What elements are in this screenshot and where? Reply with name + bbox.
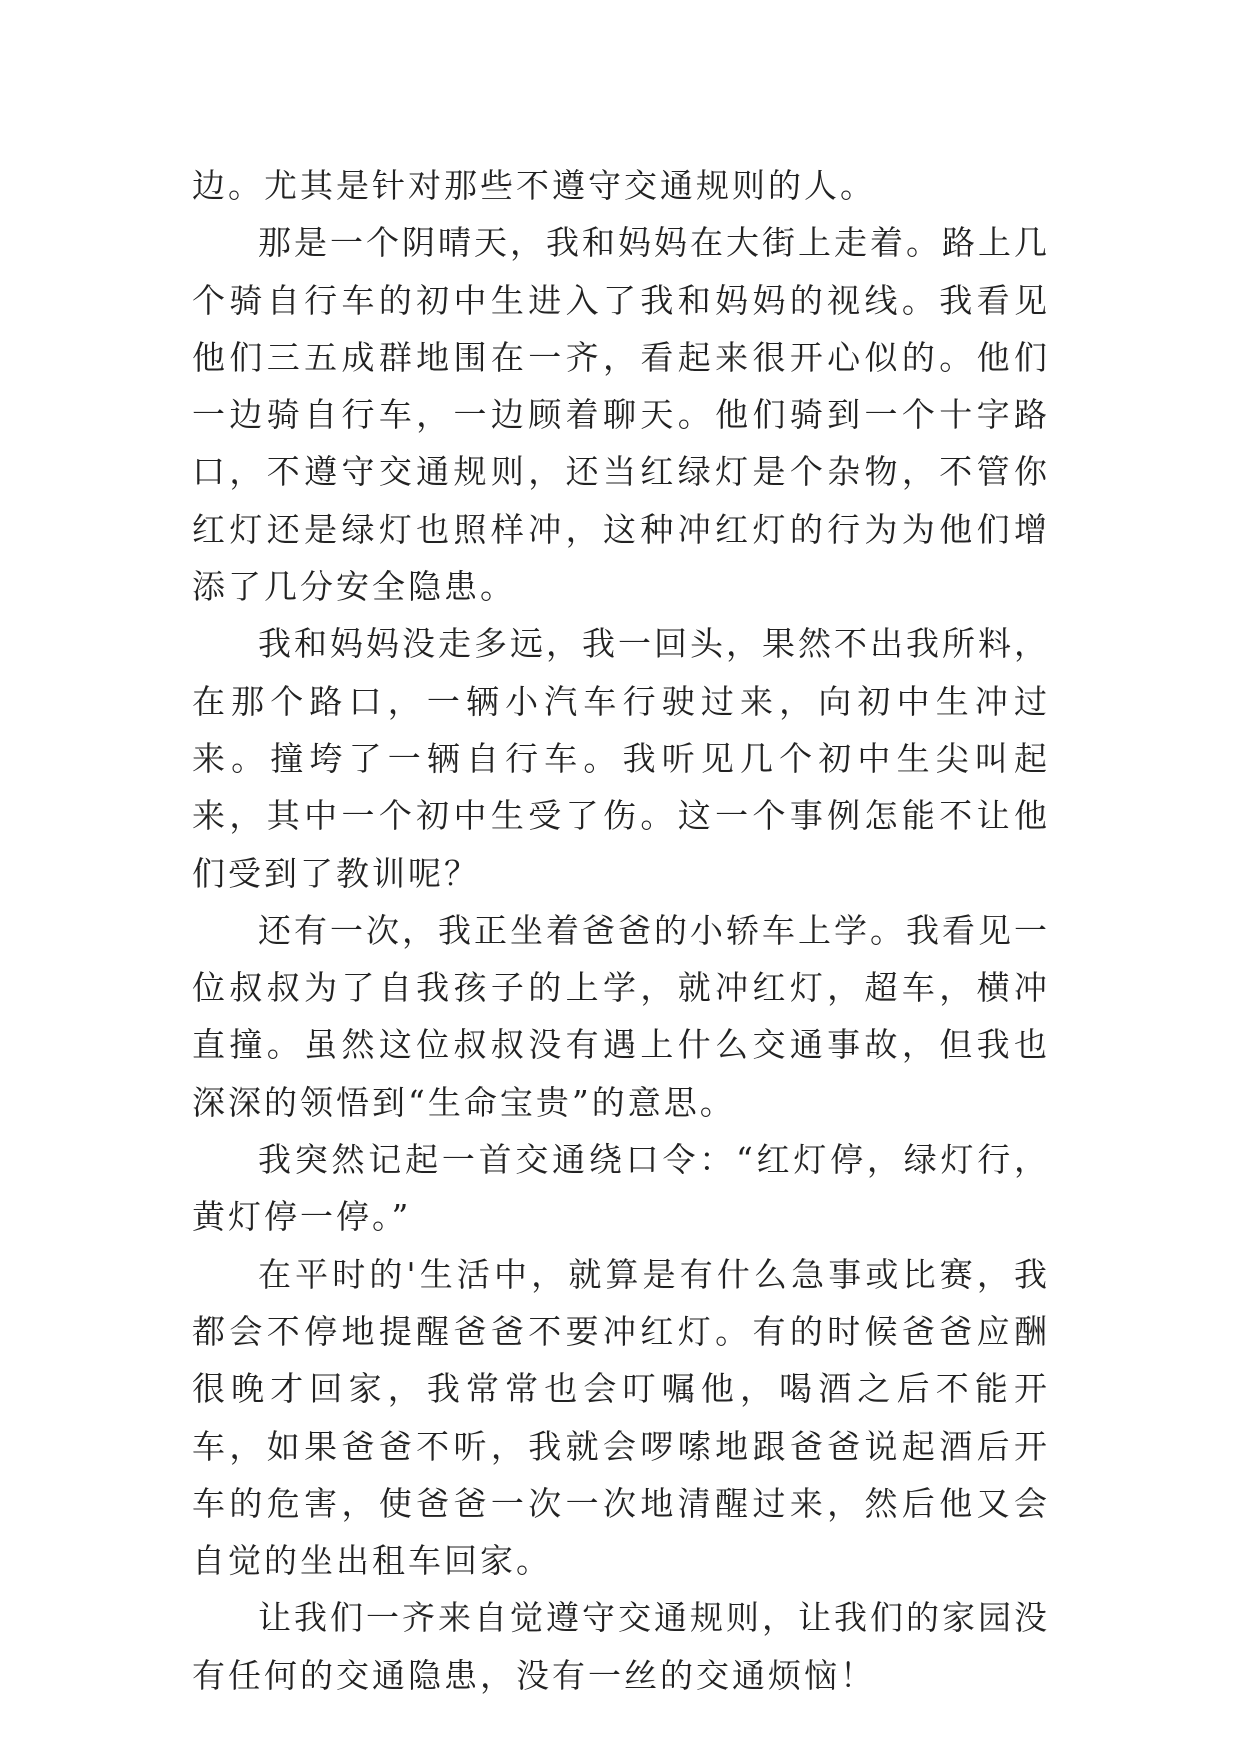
paragraph-4-text: 还有一次，我正坐着爸爸的小轿车上学。我看见一位叔叔为了自我孩子的上学，就冲红灯，超车，横冲直撞。虽然这位叔叔没有遇上什么交通事故，但我也深深的领悟到“生命宝贵”的意思。 <box>192 910 1050 1122</box>
paragraph-6-text: 在平时的'生活中，就算是有什么急事或比赛，我都会不停地提醒爸爸不要冲红灯。有的时候爸爸应酬很晚才回家，我常常也会叮嘱他，喝酒之后不能开车，如果爸爸不听，我就会啰嗦地跟爸爸说起酒后开车的危害，使爸爸一次一次地清醒过来，然后他又会自觉的坐出租车回家。 <box>192 1254 1050 1581</box>
paragraph-3 <box>192 615 1050 901</box>
paragraph-5-text: 我突然记起一首交通绕口令：“红灯停，绿灯行，黄灯停一停。” <box>192 1140 1050 1237</box>
paragraph-1 <box>192 157 1050 214</box>
paragraph-6 <box>192 1246 1050 1590</box>
paragraph-2 <box>192 214 1050 615</box>
paragraph-7-text: 让我们一齐来自觉遵守交通规则，让我们的家园没有任何的交通隐患，没有一丝的交通烦恼！ <box>192 1598 1050 1695</box>
paragraph-5 <box>192 1131 1050 1246</box>
paragraph-7 <box>192 1589 1050 1704</box>
paragraph-1-text: 边。尤其是针对那些不遵守交通规则的人。 <box>192 166 876 205</box>
paragraph-4 <box>192 902 1050 1131</box>
article-body <box>192 157 1050 1704</box>
paragraph-2-text: 那是一个阴晴天，我和妈妈在大街上走着。路上几个骑自行车的初中生进入了我和妈妈的视线。我看见他们三五成群地围在一齐，看起来很开心似的。他们一边骑自行车，一边顾着聊天。他们骑到一个十字路口，不遵守交通规则，还当红绿灯是个杂物，不管你红灯还是绿灯也照样冲，这种冲红灯的行为为他们增添了几分安全隐患。 <box>192 223 1050 607</box>
paragraph-3-text: 我和妈妈没走多远，我一回头，果然不出我所料，在那个路口，一辆小汽车行驶过来，向初中生冲过来。撞垮了一辆自行车。我听见几个初中生尖叫起来，其中一个初中生受了伤。这一个事例怎能不让他们受到了教训呢？ <box>192 624 1050 893</box>
